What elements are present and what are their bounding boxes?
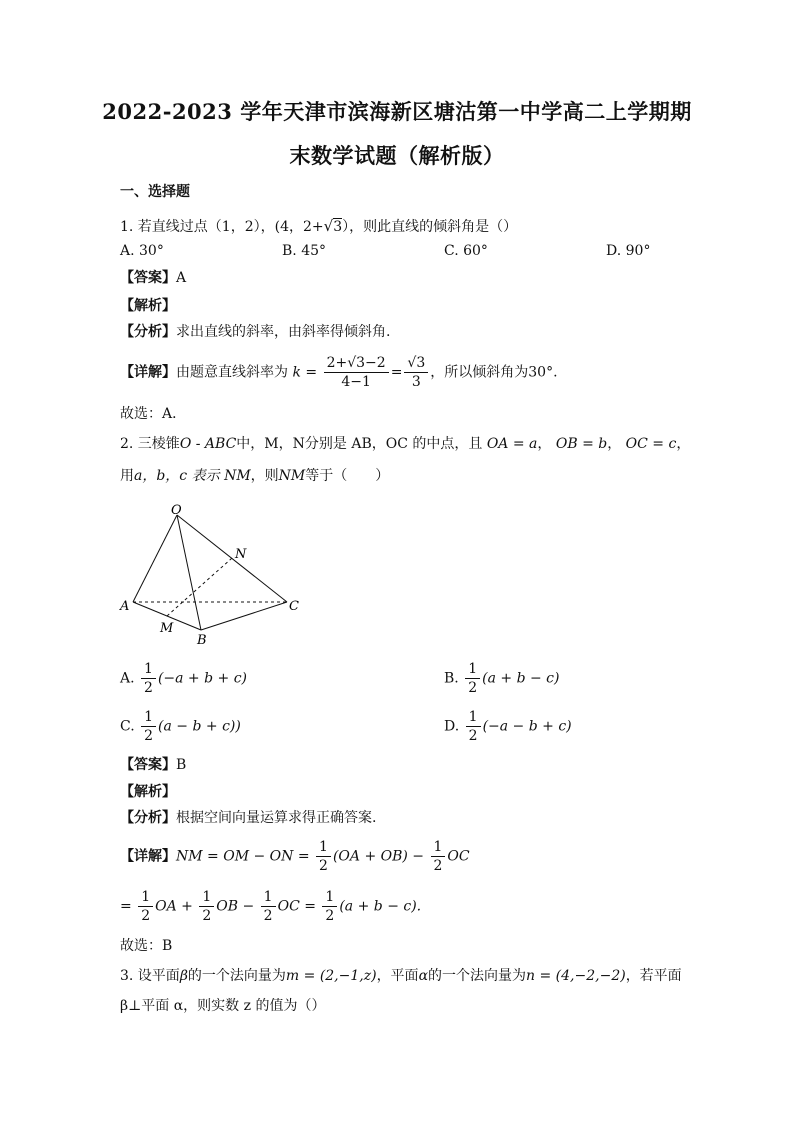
q2-vector-oc: OC = c (625, 436, 677, 452)
edge-oa (133, 515, 177, 602)
q2-option-d: D. $\frac{1}{2}$ (−a − b + c) (444, 709, 572, 744)
q2-vector-nm: NM (224, 468, 251, 484)
label-b: B (197, 633, 207, 648)
q1-fenxi: 【分析】求出直线的斜率，由斜率得倾斜角. (120, 324, 391, 340)
q1-analysis-tag: 【解析】 (120, 298, 176, 314)
q2-conclusion: 故选：B (120, 938, 173, 954)
q2-detail-line1: 【详解】NM = OM − ON = $\frac{1}{2}$ (OA + OB) − $\frac{1}{2}$ OC (120, 839, 470, 874)
q1-fraction-2: $\frac{√3}{3}$ (404, 354, 428, 391)
q1-option-d: D. 90° (606, 243, 651, 259)
q1-sqrt: √3 (323, 217, 343, 235)
q1-conclusion: 故选：A． (120, 406, 187, 422)
q2-fenxi: 【分析】根据空间向量运算求得正确答案. (120, 810, 377, 826)
segment-mn (167, 558, 232, 616)
q1-option-b: B. 45° (282, 243, 327, 259)
edge-ob (177, 515, 201, 630)
q1-stem-b: ），则此直线的倾斜角是（） (342, 219, 518, 235)
title-line-2: 末数学试题（解析版） (289, 143, 505, 168)
q2-option-b: B. $\frac{1}{2}$ (a + b − c) (444, 661, 560, 696)
q2-answer: 【答案】B (120, 757, 187, 773)
label-m: M (160, 621, 174, 636)
section-heading: 一、选择题 (120, 184, 190, 200)
label-a: A (120, 599, 130, 614)
q2-option-a: A. $\frac{1}{2}$ (−a + b + c) (120, 661, 248, 696)
label-n: N (235, 547, 247, 562)
label-c: C (289, 599, 299, 614)
q2-vector-oa: OA = a (486, 436, 538, 452)
tetrahedron-figure (115, 500, 315, 650)
q3-stem-line1: 3. 设平面β的一个法向量为m = (2,−1,z)，平面α的一个法向量为n = (4,−2,−2)，若平面 (120, 968, 682, 984)
q1-detail: 【详解】由题意直线斜率为 k = $\frac{2+√3-2}{4-1}$ = $\frac{√3}{3}$ ，所以倾斜角为30°. (120, 355, 558, 390)
q3-stem-line2: β⊥平面 α，则实数 z 的值为（） (120, 998, 326, 1014)
q2-stem-line2: 用a，b，c 表示 NM，则NM等于（ ） (120, 468, 390, 484)
q2-stem-line1: 2. 三棱锥O - ABC中，M，N分别是 AB，OC 的中点，且 OA = a， OB = b， OC = c， (120, 436, 691, 452)
q1-answer: 【答案】A (120, 270, 187, 286)
q1-option-a: A. 30° (120, 243, 164, 259)
q1-stem-a: 1. 若直线过点（1，2），(4，2+ (120, 219, 324, 235)
q2-analysis-tag: 【解析】 (120, 784, 176, 800)
q1-option-c: C. 60° (444, 243, 488, 259)
q1-fraction-1: $\frac{2+√3-2}{4-1}$ (324, 354, 389, 391)
q2-detail-line2: = $\frac{1}{2}$ OA + $\frac{1}{2}$ OB − $\frac{1}{2}$ OC = $\frac{1}{2}$ (a + b − c). (120, 889, 422, 924)
edge-bc (201, 602, 287, 630)
q2-vector-ob: OB = b (555, 436, 608, 452)
answer-tag: 【答案】 (120, 270, 176, 286)
q1-stem (120, 216, 517, 237)
label-o: O (171, 503, 182, 518)
q2-option-c: C. $\frac{1}{2}$ (a − b + c)) (120, 709, 241, 744)
title-line-1: 2022-2023 学年天津市滨海新区塘沽第一中学高二上学期期 (102, 99, 692, 124)
